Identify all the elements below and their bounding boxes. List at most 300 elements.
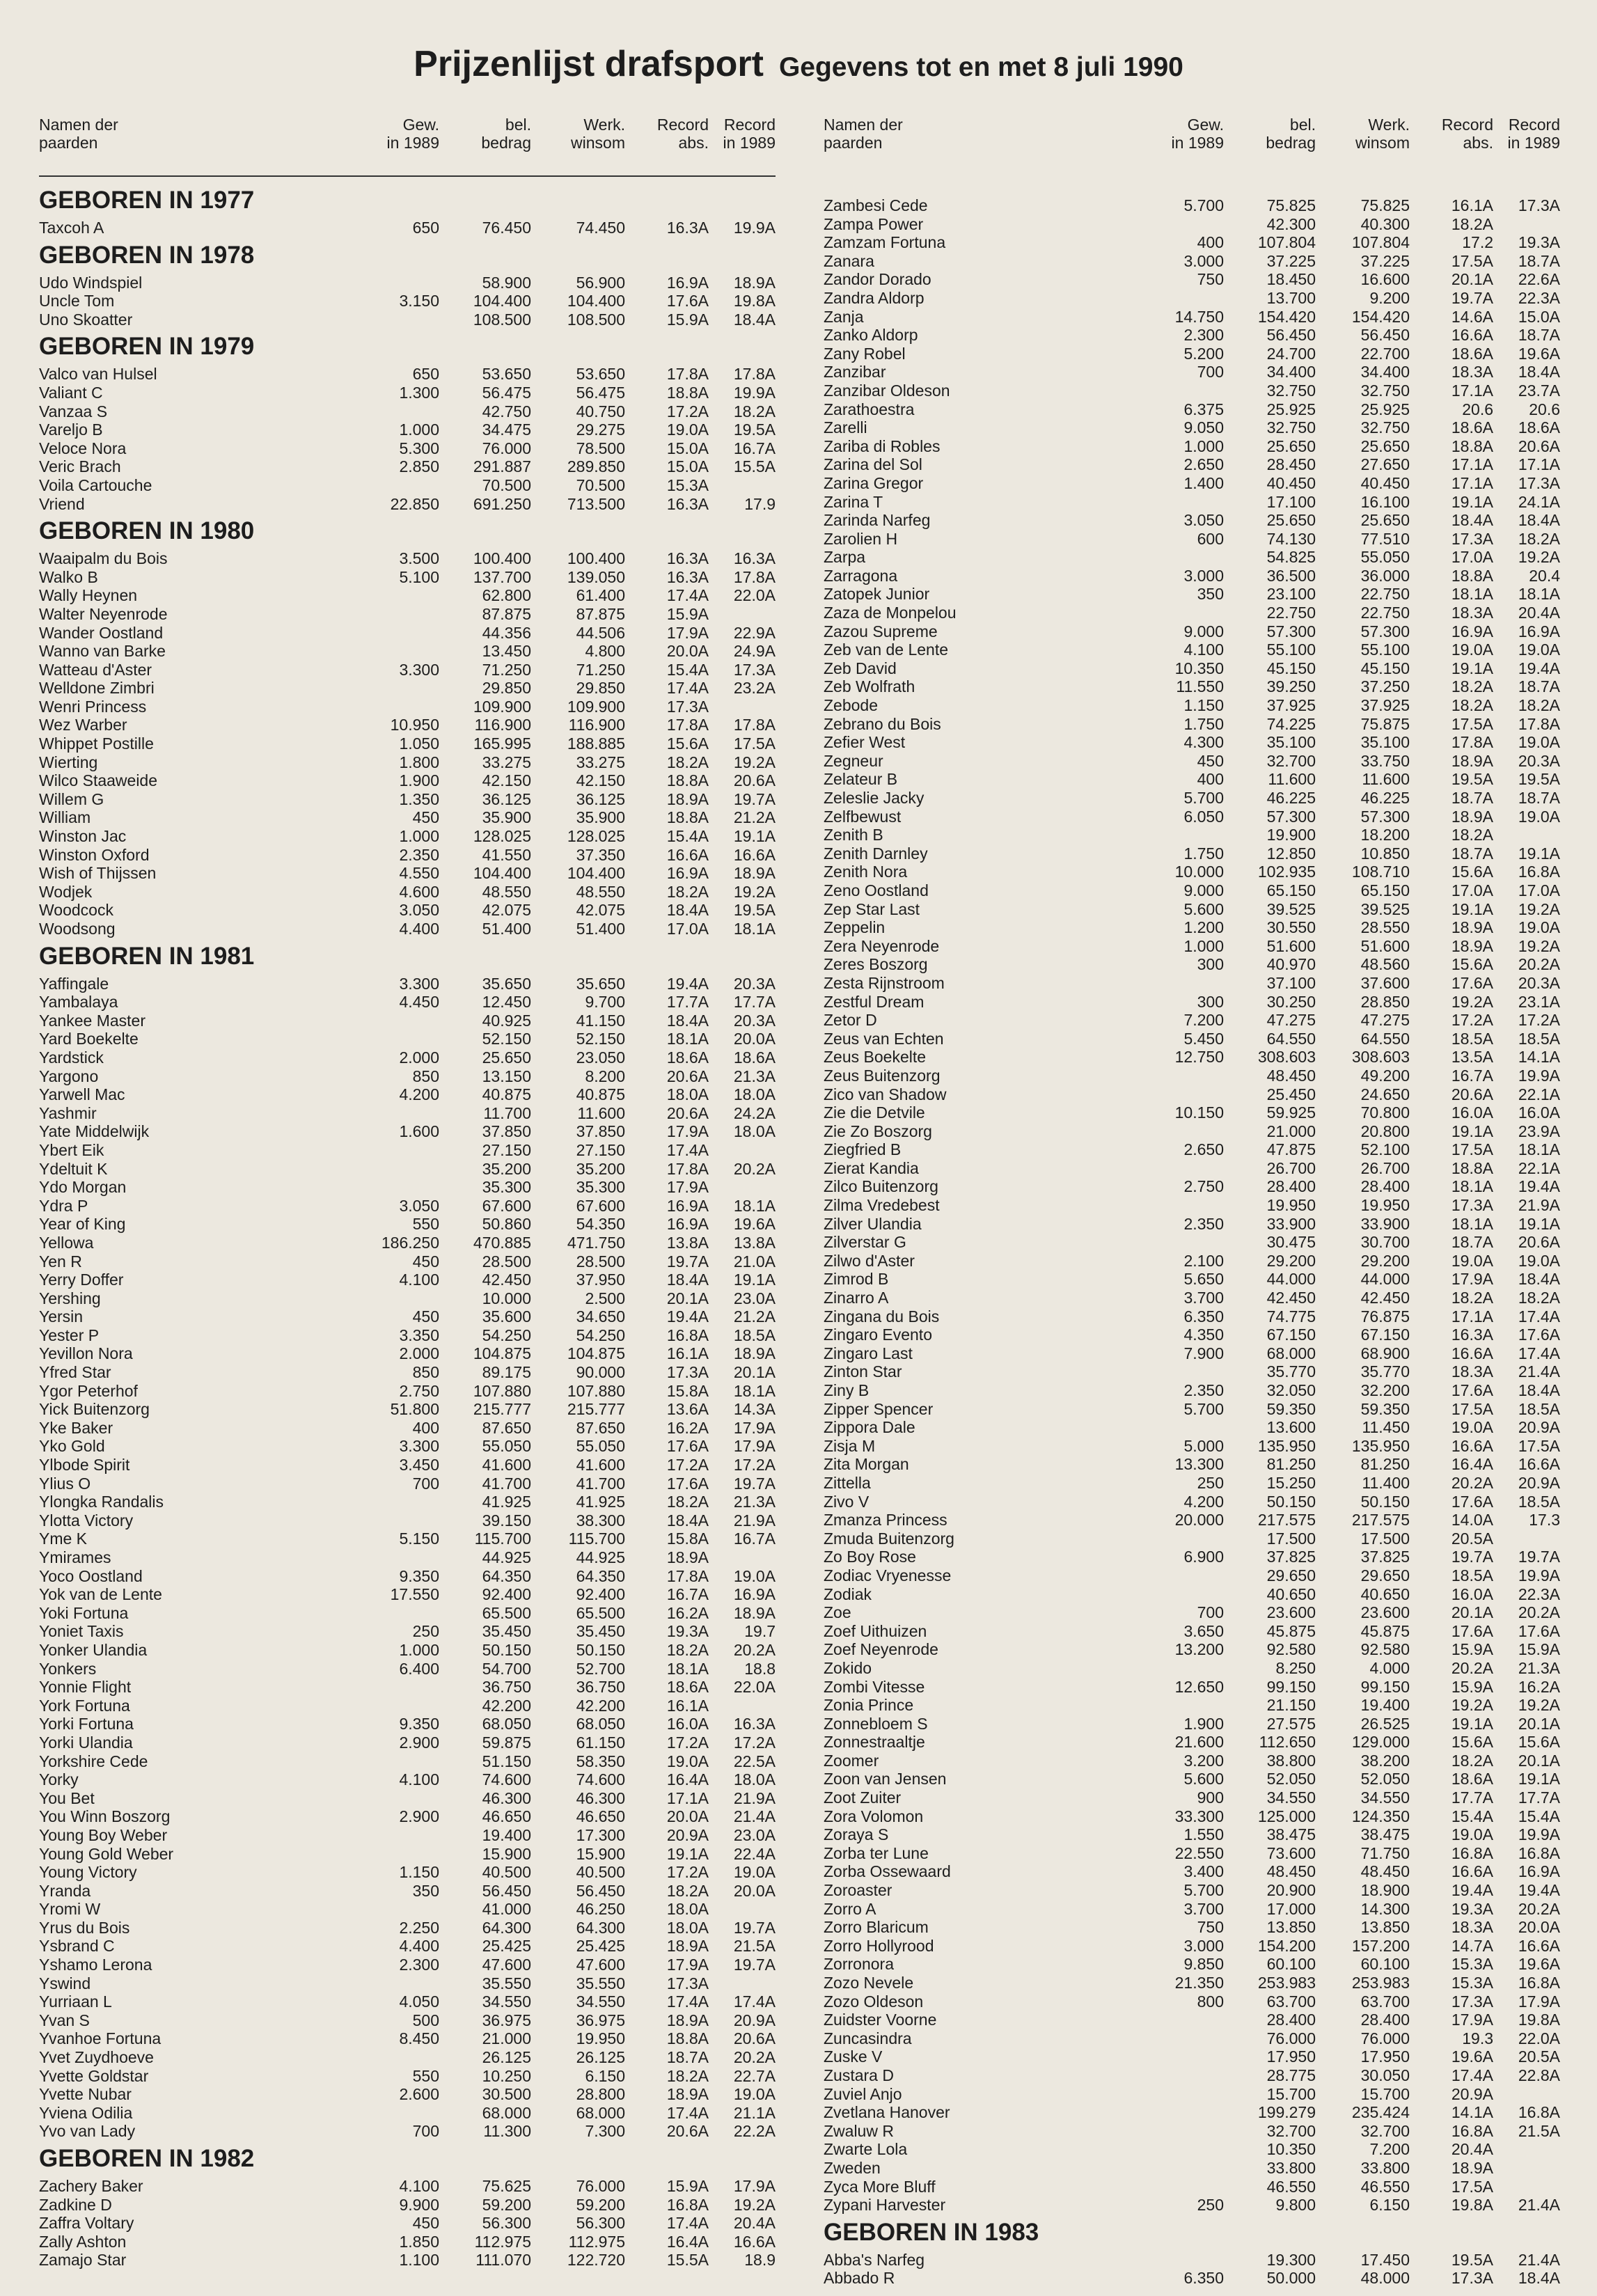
table-row xyxy=(39,1382,776,1401)
table-row xyxy=(39,549,776,568)
wins-1989: 9.900 xyxy=(399,2195,439,2214)
prize-total: 54.700 xyxy=(482,1659,531,1678)
wins-1989 xyxy=(331,605,439,624)
prize-total: 89.175 xyxy=(482,1363,531,1382)
prize-work: 4.000 xyxy=(1369,1658,1410,1677)
title-sub: Gegevens tot en met 8 juli 1990 xyxy=(778,52,1183,82)
prize-total: 74.130 xyxy=(1266,529,1316,548)
record-abs: 16.9A xyxy=(666,273,709,292)
wins-1989: 22.550 xyxy=(1174,1843,1224,1862)
wins-1989: 3.000 xyxy=(1183,251,1224,270)
table-row xyxy=(824,2196,1565,2215)
table-row xyxy=(39,1678,776,1697)
wins-1989 xyxy=(1116,2251,1224,2270)
record-abs: 17.9A xyxy=(666,623,709,642)
record-abs: 20.6A xyxy=(666,1067,709,1085)
prize-total: 104.875 xyxy=(473,1344,531,1363)
prize-total: 30.250 xyxy=(1266,992,1316,1011)
record-abs: 17.9A xyxy=(1451,1270,1493,1289)
wins-1989 xyxy=(331,402,439,421)
horse-name: Zokido xyxy=(824,1658,872,1677)
record-abs: 17.2A xyxy=(666,402,709,420)
table-row xyxy=(824,918,1565,937)
prize-total: 691.250 xyxy=(473,494,531,513)
record-1989: 21.3A xyxy=(1518,1658,1560,1677)
record-abs: 16.6A xyxy=(666,845,709,864)
prize-total: 46.300 xyxy=(482,1788,531,1807)
prize-work: 26.525 xyxy=(1360,1714,1410,1733)
record-1989: 16.8A xyxy=(1518,1843,1560,1862)
record-abs: 18.9A xyxy=(666,2085,709,2104)
prize-total: 25.425 xyxy=(482,1937,531,1956)
horse-name: Yvette Nubar xyxy=(39,2085,132,2104)
record-1989: 15.0A xyxy=(1518,307,1560,326)
record-abs: 17.2A xyxy=(666,1863,709,1882)
wins-1989 xyxy=(331,274,439,292)
horse-name: Yranda xyxy=(39,1881,91,1900)
prize-work: 11.450 xyxy=(1362,1418,1410,1437)
record-1989: 20.2A xyxy=(1518,955,1560,974)
record-1989: 20.5A xyxy=(1518,2047,1560,2066)
prize-total: 13.700 xyxy=(1266,288,1316,307)
prize-work: 37.825 xyxy=(1360,1548,1410,1566)
record-1989: 19.5A xyxy=(733,420,776,439)
prize-total: 10.250 xyxy=(482,2066,531,2085)
record-abs: 17.8A xyxy=(1451,733,1493,752)
record-abs: 16.9A xyxy=(666,1215,709,1234)
record-1989: 19.5A xyxy=(733,901,776,920)
table-row xyxy=(39,1863,776,1882)
prize-work: 34.400 xyxy=(1360,363,1410,382)
wins-1989: 2.350 xyxy=(1183,1381,1224,1399)
record-1989: 18.5A xyxy=(1518,1492,1560,1511)
prize-work: 25.925 xyxy=(1360,400,1410,418)
prize-total: 41.000 xyxy=(482,1900,531,1919)
prize-total: 13.850 xyxy=(1266,1918,1316,1937)
wins-1989: 250 xyxy=(412,1622,439,1641)
record-abs: 16.4A xyxy=(1451,1455,1493,1474)
record-1989: 20.3A xyxy=(733,1011,776,1030)
record-abs: 16.2A xyxy=(666,1418,709,1437)
horse-name: Zanara xyxy=(824,251,874,270)
wins-1989 xyxy=(1116,382,1224,400)
record-1989: 19.0A xyxy=(1518,1251,1560,1270)
prize-total: 11.300 xyxy=(483,2122,531,2141)
horse-name: Vanzaa S xyxy=(39,402,108,420)
wins-1989: 4.200 xyxy=(1183,1492,1224,1511)
prize-work: 32.750 xyxy=(1360,418,1410,437)
prize-total: 108.500 xyxy=(473,310,531,329)
prize-total: 55.100 xyxy=(1266,640,1316,659)
wins-1989 xyxy=(331,1493,439,1511)
horse-name: Zorba Ossewaard xyxy=(824,1862,951,1881)
record-abs: 18.2A xyxy=(1451,826,1493,844)
record-abs: 16.6A xyxy=(1451,1436,1493,1455)
record-abs: 18.2A xyxy=(666,1640,709,1659)
wins-1989 xyxy=(331,2104,439,2123)
prize-work: 40.450 xyxy=(1360,473,1410,492)
record-1989: 16.7A xyxy=(733,1530,776,1548)
table-row xyxy=(824,1974,1565,1992)
title-main: Prijzenlijst drafsport xyxy=(414,44,764,84)
record-1989: 16.6A xyxy=(733,2232,776,2251)
wins-1989: 3.050 xyxy=(1183,511,1224,530)
record-1989: 21.9A xyxy=(733,1788,776,1807)
table-row xyxy=(824,752,1565,771)
prize-total: 35.200 xyxy=(482,1159,531,1178)
horse-name: Valco van Hulsel xyxy=(39,365,157,384)
prize-work: 42.075 xyxy=(576,901,625,920)
record-abs: 20.6A xyxy=(1451,1085,1493,1103)
record-abs: 16.0A xyxy=(666,1715,709,1733)
record-1989: 18.6A xyxy=(1518,418,1560,437)
horse-name: Zamajo Star xyxy=(39,2251,127,2270)
wins-1989: 2.900 xyxy=(399,1733,439,1752)
record-1989: 21.4A xyxy=(1518,2196,1560,2215)
wins-1989: 600 xyxy=(1197,529,1224,548)
horse-name: Yke Baker xyxy=(39,1418,113,1437)
record-1989: 18.1A xyxy=(733,920,776,938)
prize-work: 109.900 xyxy=(567,697,625,716)
wins-1989: 2.300 xyxy=(399,1956,439,1974)
horse-name: Wanno van Barke xyxy=(39,642,166,661)
horse-name: Zeus Boekelte xyxy=(824,1048,927,1067)
horse-name: Zilver Ulandia xyxy=(824,1214,922,1233)
prize-work: 45.150 xyxy=(1360,659,1410,677)
wins-1989: 5.600 xyxy=(1183,1770,1224,1788)
prize-total: 71.250 xyxy=(482,660,531,679)
wins-1989: 1.600 xyxy=(399,1122,439,1141)
prize-total: 40.925 xyxy=(482,1011,531,1030)
prize-total: 19.950 xyxy=(1266,1196,1316,1215)
header-record-1989: Record in 1989 xyxy=(1507,116,1560,152)
record-1989: 20.9A xyxy=(1518,1418,1560,1437)
wins-1989 xyxy=(1116,1196,1224,1215)
prize-total: 75.825 xyxy=(1266,196,1316,214)
horse-name: Walko B xyxy=(39,567,98,586)
record-1989: 19.9A xyxy=(733,383,776,402)
horse-name: Zenith Nora xyxy=(824,863,908,881)
wins-1989: 6.350 xyxy=(1183,2269,1224,2288)
prize-total: 42.750 xyxy=(482,402,531,420)
horse-name: Zoraya S xyxy=(824,1825,889,1844)
section-heading: GEBOREN IN 1980 xyxy=(39,517,255,545)
wins-1989: 21.350 xyxy=(1174,1974,1224,1992)
wins-1989: 51.800 xyxy=(390,1400,439,1419)
horse-name: Zeleslie Jacky xyxy=(824,789,925,807)
wins-1989: 300 xyxy=(1197,955,1224,974)
prize-total: 137.700 xyxy=(473,567,531,586)
record-abs: 15.9A xyxy=(1451,1640,1493,1659)
record-1989: 19.7A xyxy=(1518,1548,1560,1566)
record-1989 xyxy=(709,476,776,495)
record-1989: 22.3A xyxy=(1518,288,1560,307)
prize-work: 87.650 xyxy=(576,1418,625,1437)
horse-name: Yrus du Bois xyxy=(39,1918,130,1937)
prize-total: 33.900 xyxy=(1266,1214,1316,1233)
record-1989: 17.5A xyxy=(1518,1436,1560,1455)
horse-name: Zittella xyxy=(824,1473,871,1492)
record-abs: 19.4A xyxy=(666,974,709,993)
prize-work: 713.500 xyxy=(567,494,625,513)
record-abs: 19.6A xyxy=(1451,2047,1493,2066)
table-row xyxy=(39,1900,776,1919)
header-prize-work: Werk. winsom xyxy=(571,116,625,152)
prize-total: 115.700 xyxy=(474,1530,531,1548)
record-abs: 20.9A xyxy=(1451,2084,1493,2103)
horse-name: Ziny B xyxy=(824,1381,870,1399)
table-row xyxy=(39,1326,776,1345)
table-row xyxy=(39,1752,776,1771)
prize-total: 92.400 xyxy=(482,1585,531,1604)
table-row xyxy=(824,1048,1565,1067)
record-abs: 19.1A xyxy=(1451,492,1493,511)
prize-work: 17.500 xyxy=(1360,1529,1410,1548)
record-abs: 15.0A xyxy=(666,457,709,476)
prize-work: 60.100 xyxy=(1360,1955,1410,1974)
prize-total: 116.900 xyxy=(474,716,531,734)
prize-work: 215.777 xyxy=(567,1400,625,1419)
record-abs: 16.8A xyxy=(666,2195,709,2214)
table-row xyxy=(824,1233,1565,1252)
horse-name: Zegneur xyxy=(824,751,883,770)
record-abs: 16.1A xyxy=(666,1696,709,1715)
prize-total: 35.100 xyxy=(1266,733,1316,752)
table-row xyxy=(824,1715,1565,1733)
table-row xyxy=(39,1919,776,1937)
prize-work: 56.900 xyxy=(576,273,625,292)
prize-work: 45.875 xyxy=(1360,1621,1410,1640)
record-1989: 17.9A xyxy=(733,2177,776,2195)
prize-total: 38.475 xyxy=(1266,1825,1316,1844)
wins-1989 xyxy=(1116,1530,1224,1548)
record-1989: 19.0A xyxy=(1518,733,1560,752)
record-abs: 18.2A xyxy=(666,882,709,901)
record-1989: 19.1A xyxy=(1518,844,1560,863)
record-abs: 16.6A xyxy=(1451,1344,1493,1362)
table-row xyxy=(39,808,776,827)
prize-total: 59.925 xyxy=(1266,1103,1316,1122)
prize-total: 104.400 xyxy=(473,864,531,883)
horse-name: Zweden xyxy=(824,2158,881,2177)
record-1989: 18.9A xyxy=(733,864,776,883)
wins-1989 xyxy=(331,1974,439,1993)
prize-work: 30.700 xyxy=(1360,1233,1410,1252)
horse-name: Yonker Ulandia xyxy=(39,1640,148,1659)
wins-1989 xyxy=(331,1900,439,1919)
record-1989: 21.2A xyxy=(733,808,776,827)
record-abs: 18.8A xyxy=(1451,1158,1493,1177)
table-row xyxy=(824,937,1565,956)
prize-total: 46.550 xyxy=(1266,2177,1316,2196)
table-row xyxy=(39,993,776,1012)
section-heading: GEBOREN IN 1979 xyxy=(39,333,255,361)
wins-1989 xyxy=(1116,289,1224,308)
prize-total: 28.400 xyxy=(1266,2011,1316,2029)
table-row xyxy=(824,1511,1565,1530)
record-abs: 20.1A xyxy=(666,1289,709,1307)
horse-name: Zenith Darnley xyxy=(824,844,928,863)
prize-total: 25.650 xyxy=(1266,511,1316,530)
wins-1989: 9.350 xyxy=(399,1715,439,1733)
record-1989: 19.2A xyxy=(1518,936,1560,955)
record-1989: 22.6A xyxy=(1518,270,1560,289)
horse-name: Zeppelin xyxy=(824,918,886,937)
record-abs: 19.5A xyxy=(1451,770,1493,789)
record-1989: 17.5A xyxy=(733,734,776,753)
record-1989: 19.8A xyxy=(1518,2011,1560,2029)
horse-name: Zarolien H xyxy=(824,529,898,548)
record-1989: 19.0A xyxy=(733,2085,776,2104)
wins-1989: 5.450 xyxy=(1183,1029,1224,1048)
prize-total: 32.750 xyxy=(1266,381,1316,400)
prize-work: 54.250 xyxy=(576,1326,625,1344)
prize-total: 42.300 xyxy=(1266,214,1316,233)
record-1989: 20.4A xyxy=(733,2214,776,2233)
horse-name: Zenith B xyxy=(824,826,883,844)
prize-work: 52.050 xyxy=(1360,1770,1410,1788)
record-1989: 18.9A xyxy=(733,1344,776,1363)
prize-total: 62.800 xyxy=(482,586,531,605)
prize-total: 33.275 xyxy=(482,753,531,771)
wins-1989: 1.000 xyxy=(1183,936,1224,955)
prize-total: 15.250 xyxy=(1266,1473,1316,1492)
wins-1989 xyxy=(1116,2122,1224,2141)
record-1989: 17.2A xyxy=(1518,1011,1560,1030)
horse-name: Young Victory xyxy=(39,1863,137,1882)
prize-work: 34.550 xyxy=(1360,1788,1410,1807)
table-row xyxy=(824,696,1565,715)
horse-name: Zingana du Bois xyxy=(824,1307,940,1326)
prize-total: 19.900 xyxy=(1266,826,1316,844)
prize-work: 22.750 xyxy=(1360,585,1410,604)
record-abs: 19.1A xyxy=(1451,1714,1493,1733)
prize-total: 68.050 xyxy=(482,1715,531,1733)
table-row xyxy=(39,1307,776,1326)
prize-total: 308.603 xyxy=(1257,1048,1316,1067)
record-1989 xyxy=(709,1178,776,1197)
prize-total: 50.860 xyxy=(482,1215,531,1234)
horse-name: Yko Gold xyxy=(39,1437,105,1456)
table-row xyxy=(824,1252,1565,1271)
record-1989: 20.6 xyxy=(1529,400,1560,418)
prize-work: 44.000 xyxy=(1360,1270,1410,1289)
wins-1989: 2.750 xyxy=(1183,1177,1224,1196)
table-row xyxy=(824,1752,1565,1770)
table-row xyxy=(824,1140,1565,1159)
wins-1989: 900 xyxy=(1197,1788,1224,1807)
prize-total: 21.150 xyxy=(1266,1696,1316,1715)
record-1989: 19.1A xyxy=(733,1271,776,1289)
horse-name: Zwarte Lola xyxy=(824,2140,908,2159)
horse-name: Yarwell Mac xyxy=(39,1085,125,1104)
wins-1989: 450 xyxy=(412,1252,439,1271)
record-abs: 13.5A xyxy=(1451,1048,1493,1067)
horse-name: Zuviel Anjo xyxy=(824,2084,902,2103)
wins-1989 xyxy=(331,1012,439,1030)
table-row xyxy=(824,1474,1565,1493)
record-1989: 22.0A xyxy=(733,1678,776,1697)
wins-1989: 5.300 xyxy=(399,439,439,457)
prize-total: 64.300 xyxy=(482,1918,531,1937)
record-abs: 15.8A xyxy=(666,1381,709,1400)
record-1989: 19.9A xyxy=(1518,1066,1560,1085)
record-abs: 18.8A xyxy=(1451,566,1493,585)
wins-1989: 5.650 xyxy=(1183,1270,1224,1289)
prize-total: 37.100 xyxy=(1266,973,1316,992)
record-abs: 15.9A xyxy=(1451,1677,1493,1696)
prize-total: 35.900 xyxy=(482,808,531,827)
horse-name: Zinarro A xyxy=(824,1289,889,1307)
record-1989: 24.9A xyxy=(733,642,776,661)
table-row xyxy=(39,624,776,643)
table-row xyxy=(39,2233,776,2251)
record-1989 xyxy=(709,1974,776,1993)
horse-name: Udo Windspiel xyxy=(39,273,143,292)
prize-total: 35.550 xyxy=(482,1974,531,1992)
prize-work: 76.875 xyxy=(1360,1307,1410,1326)
horse-name: Ylongka Randalis xyxy=(39,1493,164,1511)
horse-name: Yargono xyxy=(39,1067,99,1085)
record-abs: 19.4A xyxy=(1451,1881,1493,1900)
record-1989: 17.7A xyxy=(1518,1788,1560,1807)
record-1989: 23.0A xyxy=(733,1289,776,1307)
prize-work: 76.000 xyxy=(576,2177,625,2195)
record-abs: 17.6A xyxy=(666,1474,709,1493)
prize-work: 104.400 xyxy=(567,864,625,883)
prize-total: 42.075 xyxy=(482,901,531,920)
prize-work: 235.424 xyxy=(1351,2103,1410,2122)
wins-1989: 3.000 xyxy=(1183,566,1224,585)
record-abs: 19.1A xyxy=(1451,899,1493,918)
prize-work: 10.850 xyxy=(1360,844,1410,863)
table-row xyxy=(39,1234,776,1252)
table-row xyxy=(39,568,776,587)
table-row xyxy=(39,2177,776,2196)
record-1989: 19.2A xyxy=(1518,1696,1560,1715)
record-1989: 19.7A xyxy=(733,789,776,808)
wins-1989: 650 xyxy=(412,365,439,384)
record-abs: 19.2A xyxy=(1451,992,1493,1011)
record-1989: 19.7A xyxy=(733,1956,776,1974)
prize-total: 46.650 xyxy=(482,1807,531,1826)
prize-total: 74.225 xyxy=(1266,714,1316,733)
record-abs: 19.8A xyxy=(1451,2196,1493,2215)
record-1989: 18.6A xyxy=(733,1048,776,1067)
prize-work: 41.150 xyxy=(576,1011,625,1030)
record-1989: 17.8A xyxy=(1518,714,1560,733)
record-abs: 19.2A xyxy=(1451,1696,1493,1715)
prize-total: 81.250 xyxy=(1266,1455,1316,1474)
horse-name: Yswind xyxy=(39,1974,91,1992)
record-1989: 18.7A xyxy=(1518,326,1560,345)
prize-work: 37.225 xyxy=(1360,251,1410,270)
prize-total: 34.550 xyxy=(1266,1788,1316,1807)
wins-1989: 3.200 xyxy=(1183,1751,1224,1770)
record-1989: 20.3A xyxy=(733,974,776,993)
prize-total: 32.700 xyxy=(1266,751,1316,770)
horse-name: Zera Neyenrode xyxy=(824,936,940,955)
wins-1989: 10.950 xyxy=(390,716,439,734)
record-1989: 17.0A xyxy=(1518,881,1560,899)
prize-work: 92.580 xyxy=(1360,1640,1410,1659)
record-abs: 15.5A xyxy=(666,2251,709,2270)
horse-name: Zebode xyxy=(824,696,879,715)
table-row xyxy=(39,753,776,772)
wins-1989: 2.850 xyxy=(399,457,439,476)
table-row xyxy=(39,1845,776,1864)
prize-total: 35.770 xyxy=(1266,1362,1316,1381)
